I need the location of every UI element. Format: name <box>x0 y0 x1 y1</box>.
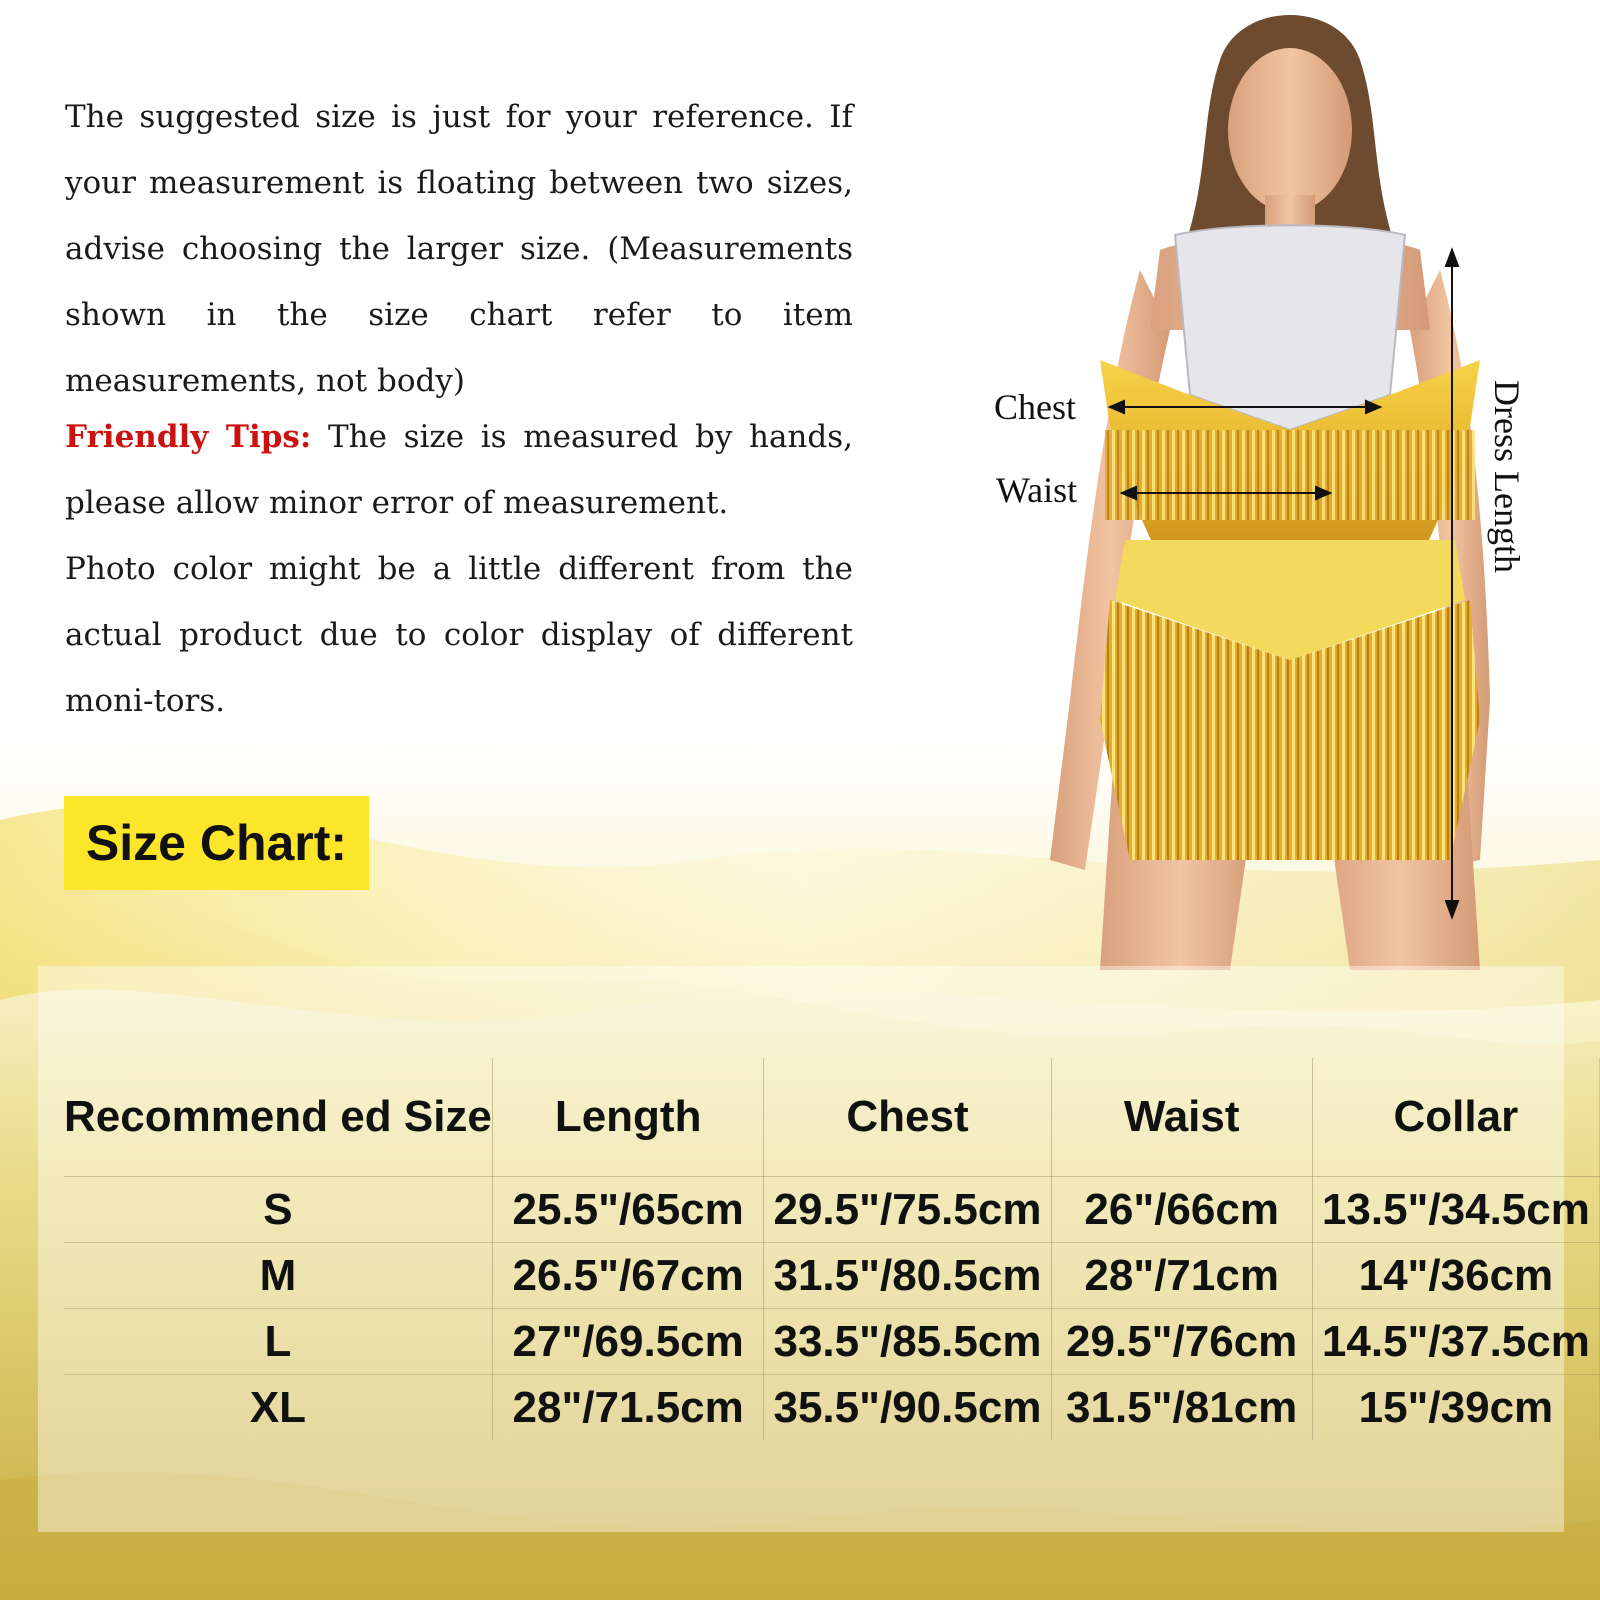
friendly-tips <box>65 404 853 536</box>
table-header-row <box>64 1058 1600 1177</box>
table-row <box>64 1243 1600 1309</box>
header-recommended-size: Recommend ed Size <box>64 1058 492 1177</box>
color-note: Photo color might be a little different from the actual product due to color display of different moni-tors. <box>65 551 853 719</box>
length-cell: 27"/69.5cm <box>492 1309 763 1375</box>
chest-cell: 31.5"/80.5cm <box>764 1243 1051 1309</box>
header-length: Length <box>492 1058 763 1177</box>
size-cell: S <box>64 1177 492 1243</box>
chest-cell: 33.5"/85.5cm <box>764 1309 1051 1375</box>
tips-block <box>65 404 853 734</box>
size-chart-title: Size Chart: <box>64 796 369 890</box>
size-cell: M <box>64 1243 492 1309</box>
waist-cell: 28"/71cm <box>1051 1243 1312 1309</box>
dress-length-label: Dress Length <box>1487 380 1527 573</box>
table-row <box>64 1375 1600 1441</box>
collar-cell: 14"/36cm <box>1312 1243 1599 1309</box>
table-row <box>64 1309 1600 1375</box>
size-cell: L <box>64 1309 492 1375</box>
size-cell: XL <box>64 1375 492 1441</box>
chest-cell: 29.5"/75.5cm <box>764 1177 1051 1243</box>
length-cell: 28"/71.5cm <box>492 1375 763 1441</box>
header-collar: Collar <box>1312 1058 1599 1177</box>
friendly-tips-text: The size is measured by hands, please allow minor error of measurement. <box>65 419 853 521</box>
size-table <box>64 1058 1600 1440</box>
waist-cell: 26"/66cm <box>1051 1177 1312 1243</box>
waist-cell: 31.5"/81cm <box>1051 1375 1312 1441</box>
size-disclaimer: The suggested size is just for your reference. If your measurement is floating between two sizes, advise choosing the larger size. (Measurements shown in the size chart refer to item measurements, not body) <box>65 99 853 399</box>
header-waist: Waist <box>1051 1058 1312 1177</box>
chest-cell: 35.5"/90.5cm <box>764 1375 1051 1441</box>
waist-label: Waist <box>996 470 1078 510</box>
friendly-tips-label: Friendly Tips: <box>65 419 312 455</box>
length-cell: 25.5"/65cm <box>492 1177 763 1243</box>
length-cell: 26.5"/67cm <box>492 1243 763 1309</box>
collar-cell: 15"/39cm <box>1312 1375 1599 1441</box>
collar-cell: 13.5"/34.5cm <box>1312 1177 1599 1243</box>
header-chest: Chest <box>764 1058 1051 1177</box>
table-row <box>64 1177 1600 1243</box>
chest-label: Chest <box>994 387 1077 427</box>
waist-cell: 29.5"/76cm <box>1051 1309 1312 1375</box>
collar-cell: 14.5"/37.5cm <box>1312 1309 1599 1375</box>
